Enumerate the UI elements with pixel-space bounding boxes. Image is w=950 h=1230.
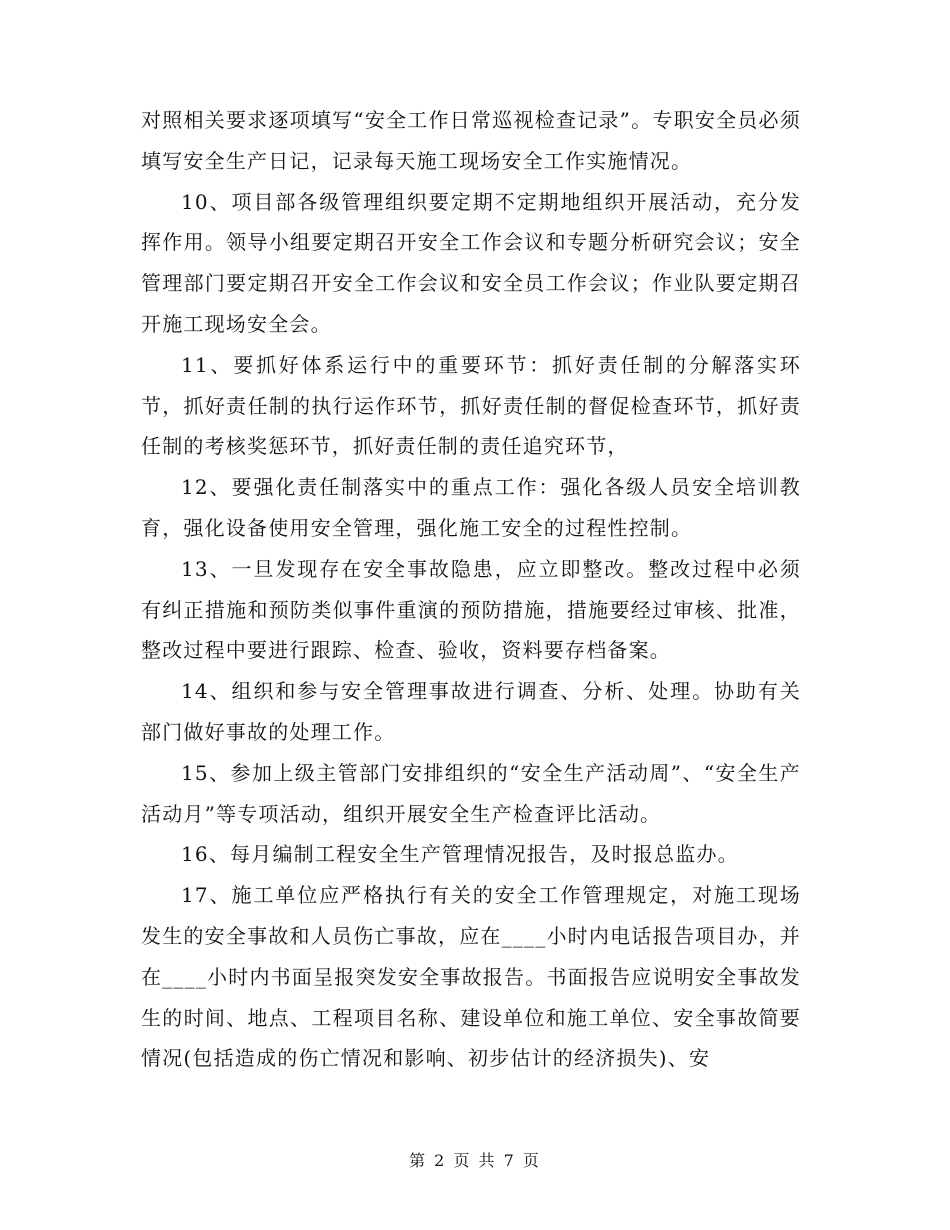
paragraph-item-12: 12、要强化责任制落实中的重点工作：强化各级人员安全培训教育，强化设备使用安全管理，强化施工安全的过程性控制。 xyxy=(141,475,801,540)
page-number-label: 第 2 页 共 7 页 xyxy=(409,1151,541,1170)
document-body xyxy=(141,100,801,1079)
paragraph-continuation: 对照相关要求逐项填写“安全工作日常巡视检查记录”。专职安全员必须填写安全生产日记，记录每天施工现场安全工作实施情况。 xyxy=(141,108,801,173)
paragraph-item-15: 15、参加上级主管部门安排组织的“安全生产活动周”、“安全生产活动月”等专项活动，组织开展安全生产检查评比活动。 xyxy=(141,760,801,826)
paragraph-item-13: 13、一旦发现存在安全事故隐患，应立即整改。整改过程中必须有纠正措施和预防类似事件重演的预防措施，措施要经过审核、批准，整改过程中要进行跟踪、检查、验收，资料要存档备案。 xyxy=(141,556,801,663)
paragraph-item-14: 14、组织和参与安全管理事故进行调查、分析、处理。协助有关部门做好事故的处理工作。 xyxy=(141,679,801,744)
page-footer xyxy=(0,1148,950,1171)
paragraph-item-16: 16、每月编制工程安全生产管理情况报告，及时报总监办。 xyxy=(181,842,739,867)
paragraph-item-17: 17、施工单位应严格执行有关的安全工作管理规定，对施工现场发生的安全事故和人员伤亡事故，应在____小时内电话报告项目办，并在____小时内书面呈报突发安全事故报告。书面报告应说明安全事故发生的时间、地点、工程项目名称、建设单位和施工单位、安全事故简要情况(包括造成的伤亡情况和影响、初步估计的经济损失)、安 xyxy=(141,883,801,1071)
paragraph-item-11: 11、要抓好体系运行中的重要环节：抓好责任制的分解落实环节，抓好责任制的执行运作环节，抓好责任制的督促检查环节，抓好责任制的考核奖惩环节，抓好责任制的责任追究环节， xyxy=(141,352,801,459)
paragraph-item-10: 10、项目部各级管理组织要定期不定期地组织开展活动，充分发挥作用。领导小组要定期召开安全工作会议和专题分析研究会议；安全管理部门要定期召开安全工作会议和安全员工作会议；作业队要定期召开施工现场安全会。 xyxy=(141,189,801,336)
